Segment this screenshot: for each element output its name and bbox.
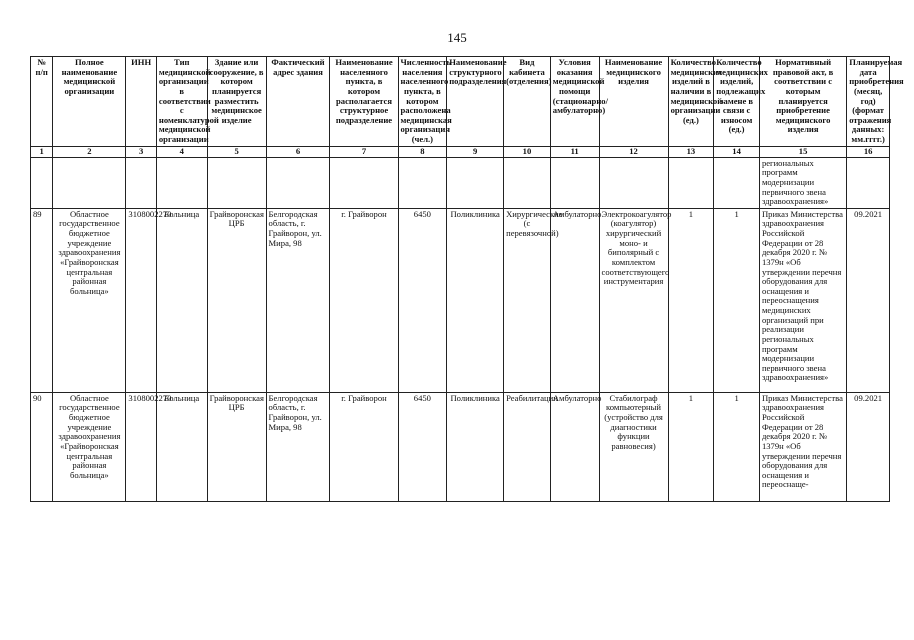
table-cell: 1 <box>668 208 714 392</box>
table-cell: 90 <box>31 392 53 501</box>
table-cell <box>398 157 447 208</box>
table-cell <box>31 157 53 208</box>
column-header: Тип медицинской организации в соответствии с номенклатурой медицинской организации <box>156 57 207 147</box>
table-cell: Реабилитации <box>504 392 551 501</box>
column-header: Количество медицинских изделий, подлежащих замене в связи с износом (ед.) <box>714 57 760 147</box>
table-cell: г. Грайворон <box>330 208 398 392</box>
column-number: 2 <box>53 146 126 157</box>
table-cell: Областное государственное бюджетное учреждение здравоохранения «Грайворонская центральная районная больница» <box>53 208 126 392</box>
table-cell: Грайворонская ЦРБ <box>207 208 266 392</box>
table-cell <box>330 157 398 208</box>
table-cell: 1 <box>714 208 760 392</box>
column-header: Фактический адрес здания <box>266 57 330 147</box>
table-cell: 1 <box>714 392 760 501</box>
page-number: 145 <box>447 30 467 45</box>
table-cell <box>847 157 890 208</box>
table-cell <box>266 157 330 208</box>
column-header: Нормативный правовой акт, в соответствии с которым планируется приобретение медицинского изделия <box>759 57 846 147</box>
column-number: 16 <box>847 146 890 157</box>
column-number: 9 <box>447 146 504 157</box>
column-header: № п/п <box>31 57 53 147</box>
table-cell: 6450 <box>398 392 447 501</box>
column-header: Наименование населенного пункта, в котором располагается структурное подразделение <box>330 57 398 147</box>
table-cell: Амбулаторно <box>550 208 599 392</box>
column-number-row <box>31 146 890 157</box>
table-cell <box>550 157 599 208</box>
table-cell <box>53 157 126 208</box>
table-row <box>31 392 890 501</box>
table-cell: Поликлиника <box>447 392 504 501</box>
header-row <box>31 57 890 147</box>
table-cell: Стабилограф компьютерный (устройство для диагностики функции равновесия) <box>599 392 668 501</box>
table-cell: Белгородская область, г. Грайворон, ул. Мира, 98 <box>266 392 330 501</box>
column-number: 8 <box>398 146 447 157</box>
table-cell: Грайворонская ЦРБ <box>207 392 266 501</box>
column-header: Наименование медицинского изделия <box>599 57 668 147</box>
column-header: Условия оказания медицинской помощи (стационарно/амбулаторно) <box>550 57 599 147</box>
column-header: Полное наименование медицинской организации <box>53 57 126 147</box>
table-cell: 89 <box>31 208 53 392</box>
table-cell: 09.2021 <box>847 208 890 392</box>
table-cell: 1 <box>668 392 714 501</box>
column-number: 11 <box>550 146 599 157</box>
column-header: Количество медицинских изделий в наличии в медицинской организации (ед.) <box>668 57 714 147</box>
table-cell <box>599 157 668 208</box>
column-number: 15 <box>759 146 846 157</box>
table-cell <box>504 157 551 208</box>
table-cell: региональных программ модернизации первичного звена здравоохранения» <box>759 157 846 208</box>
table-cell <box>714 157 760 208</box>
table-cell: Приказ Министерства здравоохранения Российской Федерации от 28 декабря 2020 г. № 1379н «Об утверждении перечня оборудования для оснащения и переоснаще- <box>759 392 846 501</box>
column-number: 6 <box>266 146 330 157</box>
column-number: 3 <box>126 146 156 157</box>
column-header: Здание или сооружение, в котором планируется разместить медицинское изделие <box>207 57 266 147</box>
column-number: 13 <box>668 146 714 157</box>
table-cell: Электрокоагулятор (коагулятор) хирургический моно- и биполярный с комплектом соответствующего инструментария <box>599 208 668 392</box>
table-cell: 3108002270 <box>126 208 156 392</box>
table-row <box>31 208 890 392</box>
table-cell: Белгородская область, г. Грайворон, ул. Мира, 98 <box>266 208 330 392</box>
table-cell: 6450 <box>398 208 447 392</box>
table-cell: Приказ Министерства здравоохранения Российской Федерации от 28 декабря 2020 г. № 1379н «Об утверждении перечня оборудования для оснащения и переоснащения медицинских организаций при реализации региональных программ модернизации первичного звена здравоохранения» <box>759 208 846 392</box>
column-number: 4 <box>156 146 207 157</box>
column-number: 7 <box>330 146 398 157</box>
column-header: Численность населения населенного пункта, в котором расположена медицинская организация (чел.) <box>398 57 447 147</box>
table-cell <box>126 157 156 208</box>
table-cell: Больница <box>156 392 207 501</box>
table-cell: Областное государственное бюджетное учреждение здравоохранения «Грайворонская центральная районная больница» <box>53 392 126 501</box>
table-cell: 3108002270 <box>126 392 156 501</box>
equipment-table <box>30 56 904 502</box>
column-header: Планируемая дата приобретения (месяц, год) (формат отражения данных: мм.гггг.) <box>847 57 890 147</box>
table-cell: Амбулаторно <box>550 392 599 501</box>
table-cell: Больница <box>156 208 207 392</box>
table-cell: Хирургические (с перевязочной) <box>504 208 551 392</box>
column-header: Наименование структурного подразделения <box>447 57 504 147</box>
table-cell: г. Грайворон <box>330 392 398 501</box>
column-number: 12 <box>599 146 668 157</box>
column-number: 14 <box>714 146 760 157</box>
table-cell: Поликлиника <box>447 208 504 392</box>
table-cell <box>668 157 714 208</box>
column-number: 5 <box>207 146 266 157</box>
continuation-row <box>31 157 890 208</box>
table-cell <box>156 157 207 208</box>
column-number: 1 <box>31 146 53 157</box>
table-cell <box>207 157 266 208</box>
table-cell: 09.2021 <box>847 392 890 501</box>
table-cell <box>447 157 504 208</box>
column-number: 10 <box>504 146 551 157</box>
column-header: Вид кабинета (отделения) <box>504 57 551 147</box>
column-header: ИНН <box>126 57 156 147</box>
